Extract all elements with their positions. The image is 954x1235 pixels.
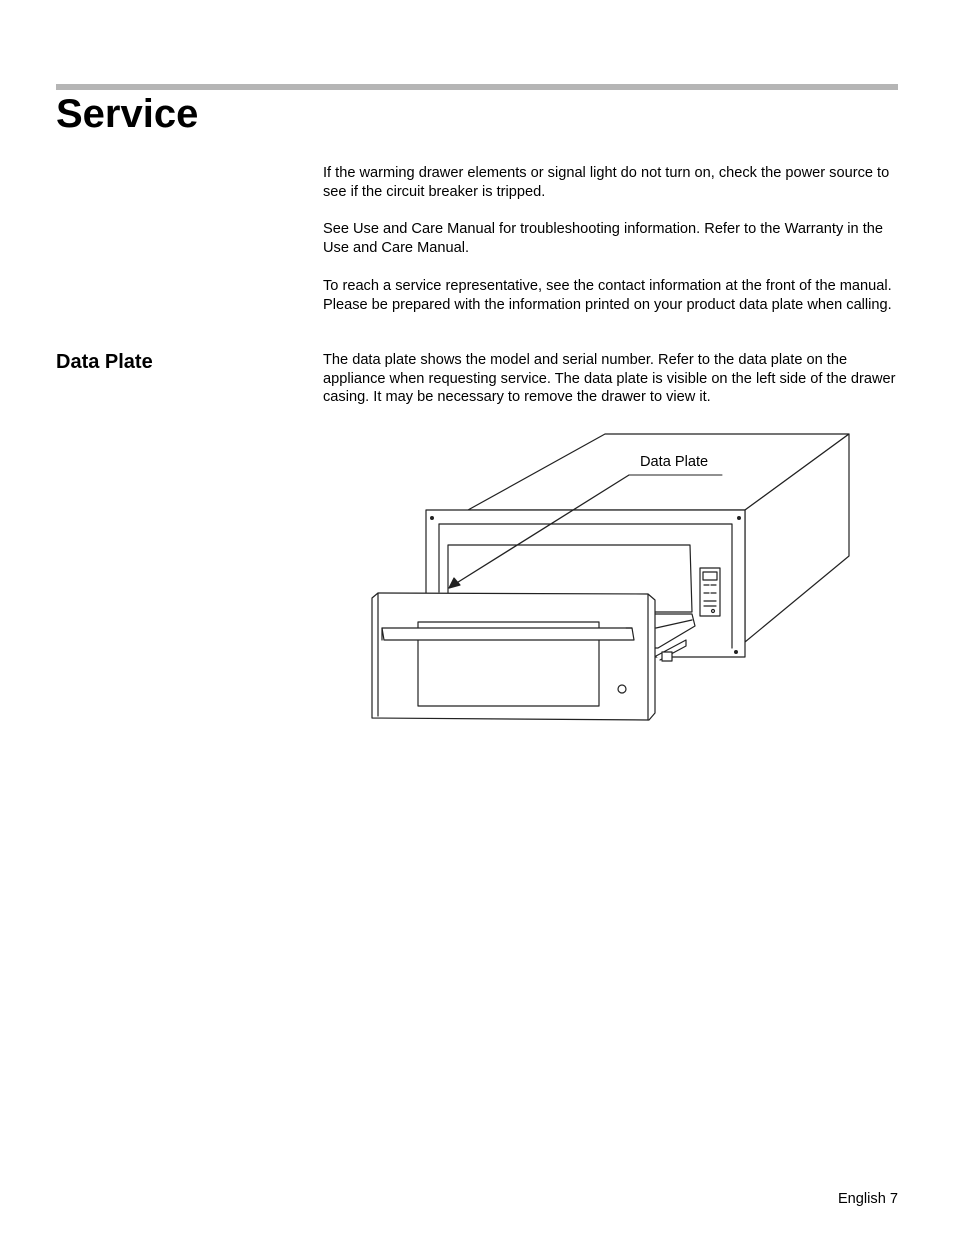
control-display <box>703 572 717 580</box>
data-plate-heading: Data Plate <box>56 351 153 373</box>
service-paragraph-2: See Use and Care Manual for troubleshooting information. Refer to the Warranty in the Use and Care Manual. <box>323 221 883 256</box>
page-title: Service <box>56 92 199 136</box>
service-paragraph-1: If the warming drawer elements or signal light do not turn on, check the power source to see if the circuit breaker is tripped. <box>323 165 890 200</box>
screw-icon <box>735 651 738 654</box>
drawer-knob <box>618 685 626 693</box>
screw-icon <box>738 517 741 520</box>
drawer-handle <box>382 628 634 640</box>
screw-icon <box>431 517 434 520</box>
warming-drawer-illustration <box>365 430 857 726</box>
service-paragraph-3: To reach a service representative, see the contact information at the front of the manual. Please be prepared with the information printed on your product data plate when calling. <box>323 278 892 313</box>
data-plate-callout-label: Data Plate <box>640 454 709 470</box>
data-plate-paragraph: The data plate shows the model and serial number. Refer to the data plate on the appliance when requesting service. The data plate is visible on the left side of the drawer casing. It may be necessary to remove the drawer to view it. <box>323 352 896 406</box>
page-footer: English 7 <box>837 1191 898 1207</box>
